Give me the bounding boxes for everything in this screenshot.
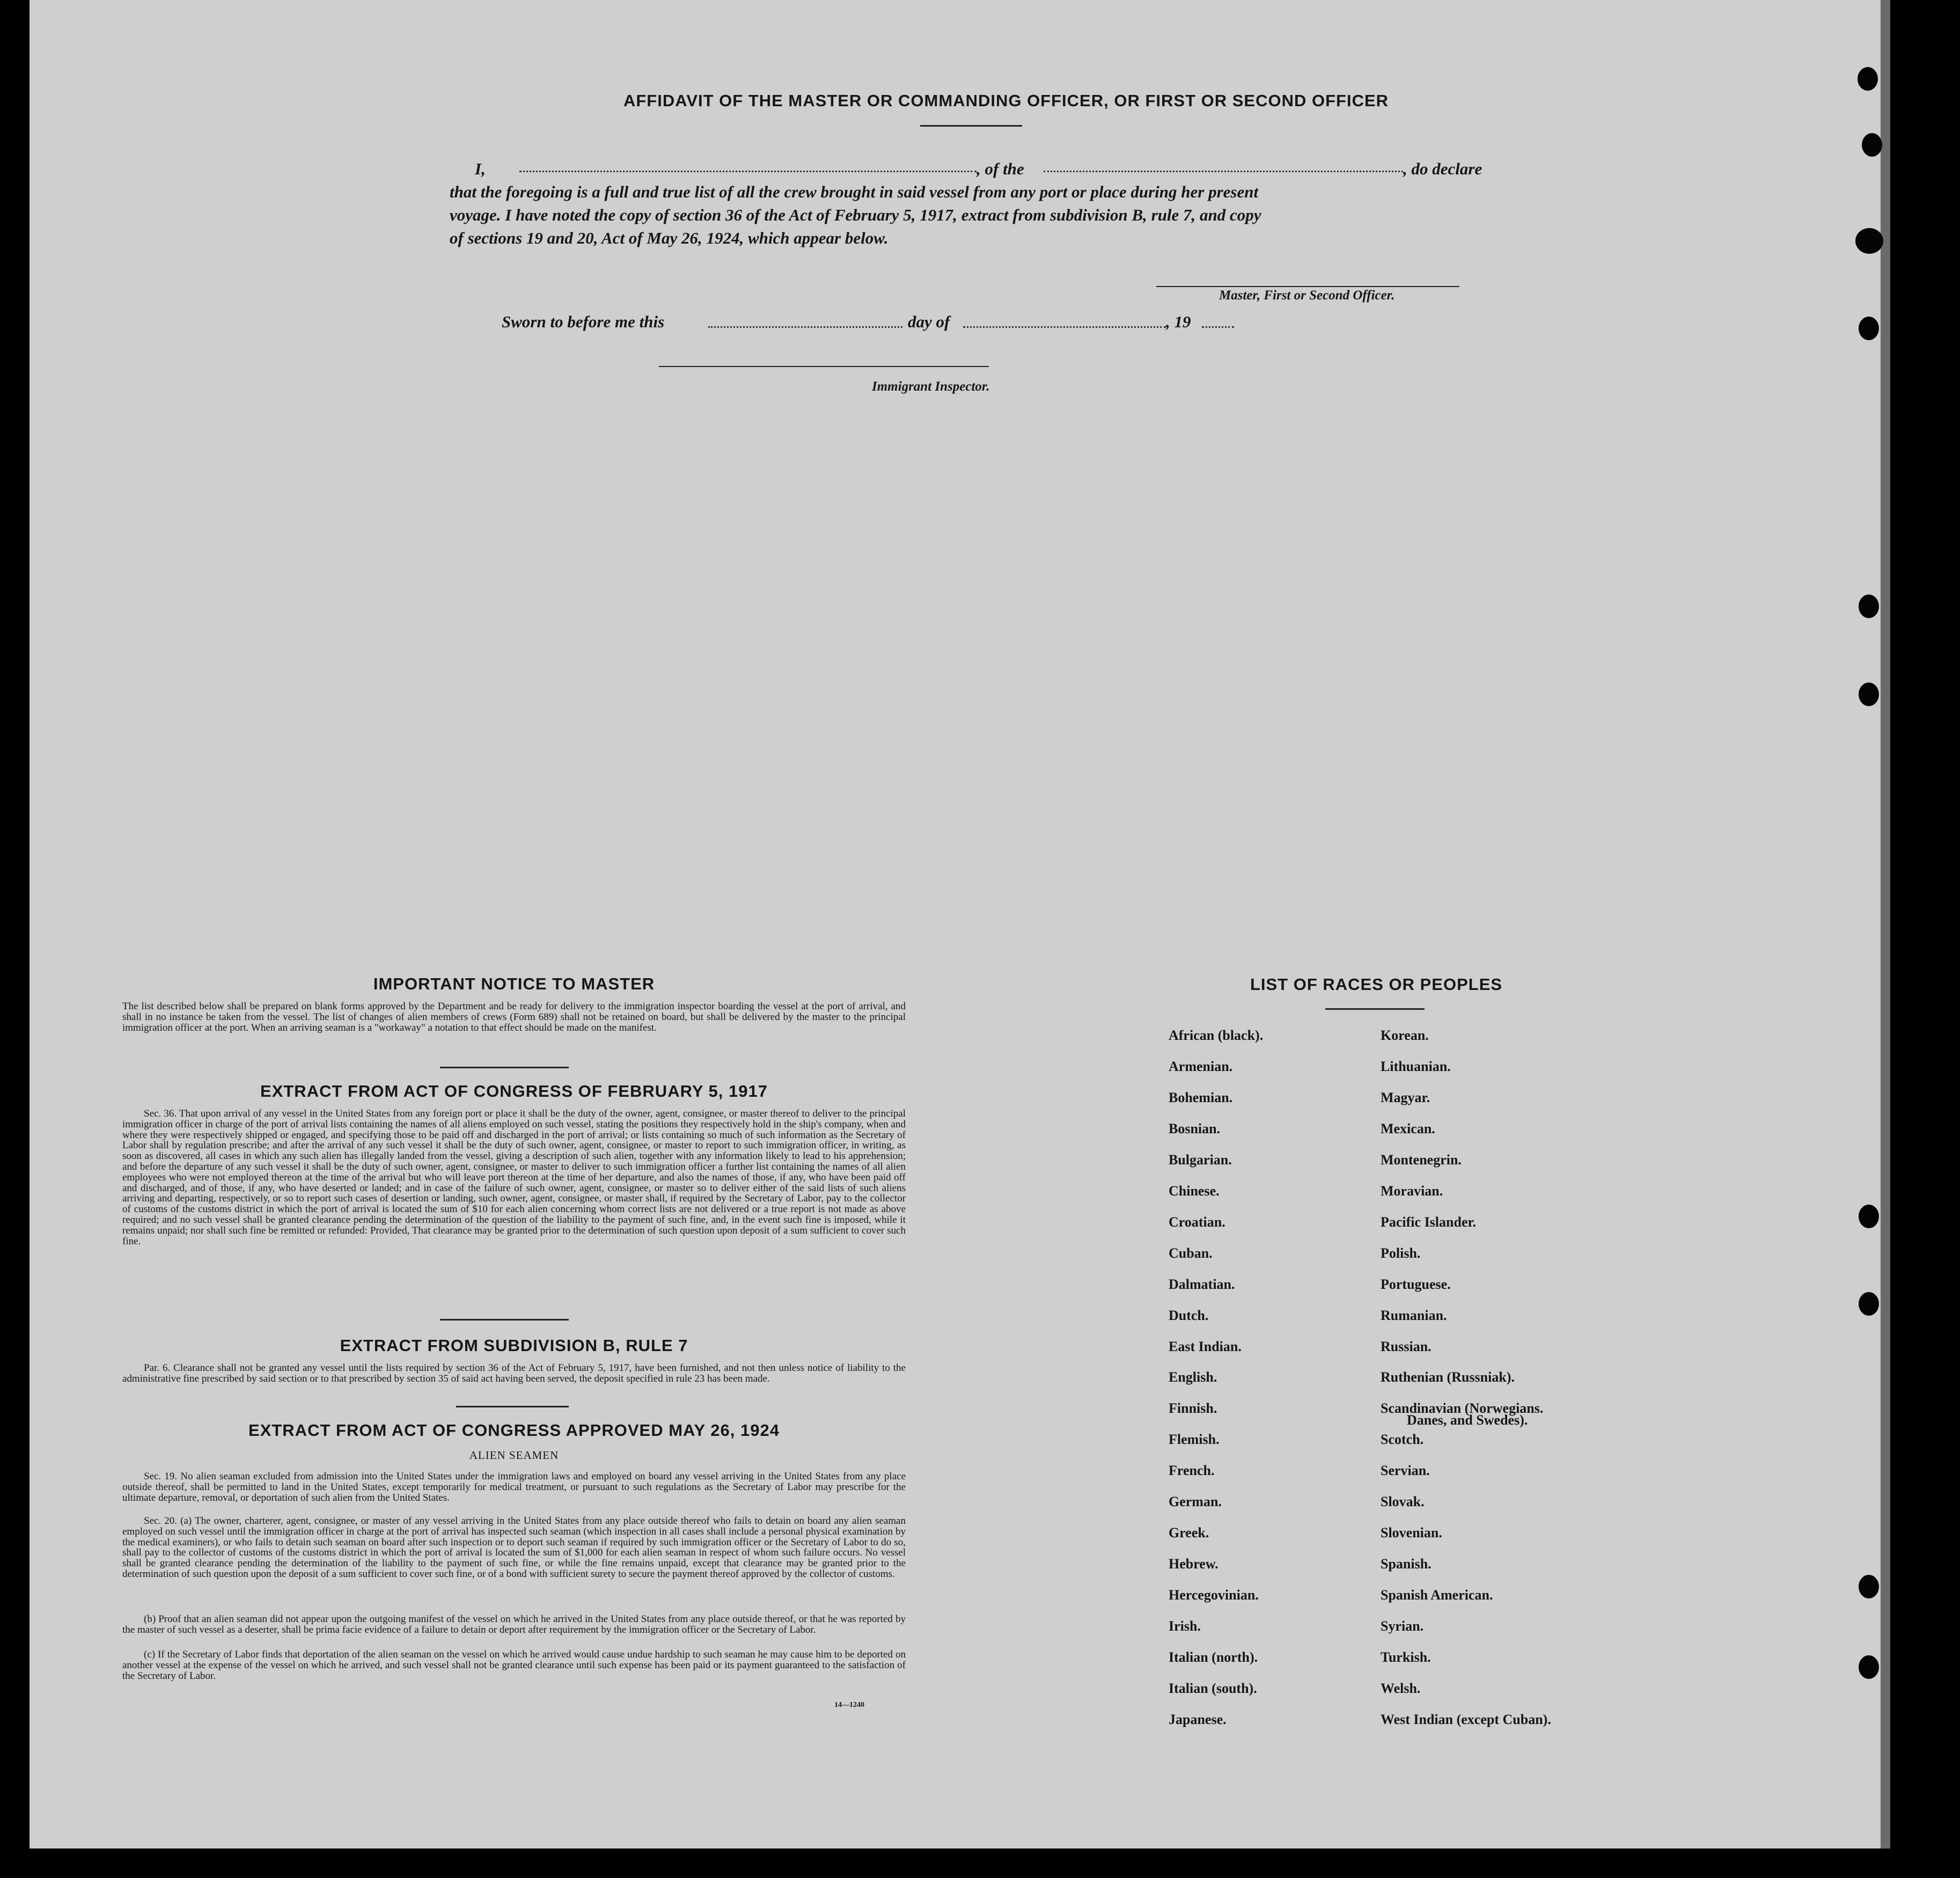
vessel-field[interactable] [1044, 171, 1403, 172]
punch-hole [1859, 683, 1879, 706]
sec20b-body: (b) Proof that an alien seaman did not appear upon the outgoing manifest of the vessel on which he arrived in the United States from any place outside thereof, or that he was reported by the master of such vessel as a deserter, shall be prima facie evidence of a failure to detain or deport after requirement by the immigration officer or the Secretary of Labor. [122, 1613, 906, 1635]
race-item: Bulgarian. [1169, 1152, 1232, 1168]
extract2-body: Par. 6. Clearance shall not be granted any vessel until the lists required by section 36 of the Act of February 5, 1917, have been furnished, and not then unless notice of liability to the administrative fine prescribed by said section or to that prescribed by section 35 of said act having been served, the deposit specified in rule 23 has been made. [122, 1362, 906, 1384]
sec19-body: Sec. 19. No alien seaman excluded from admission into the United States under the immigration laws and employed on board any vessel arriving in the United States from any place outside thereof, shall be permitted to land in the United States, except temporarily for medical treatment, or pursuant to such regulations as the Secretary of Labor may prescribe for the ultimate departure, removal, or deportation of such alien from the United States. [122, 1471, 906, 1503]
race-item: Greek. [1169, 1525, 1209, 1540]
name-field[interactable] [519, 171, 977, 172]
sworn-year-field[interactable] [1202, 326, 1234, 328]
race-item: Servian. [1381, 1463, 1430, 1478]
race-item: Chinese. [1169, 1183, 1220, 1199]
affidavit-i: I, [475, 159, 486, 178]
race-item: German. [1169, 1494, 1222, 1509]
race-item: Cuban. [1169, 1245, 1213, 1261]
divider [456, 1406, 569, 1407]
race-item: Bohemian. [1169, 1090, 1233, 1105]
notice-title: IMPORTANT NOTICE TO MASTER [373, 974, 655, 993]
notice-body: The list described below shall be prepared on blank forms approved by the Department and be ready for delivery to the immigration inspector boarding the vessel at the port of arrival, and shall in no instance be taken from the vessel. The list of changes of alien members of crews (Form 689) shall not be retained on board, but shall be delivered by the master to the principal immigration officer at the port. When an arriving seaman is a "workaway" a notation to that effect should be made on the manifest. [122, 1001, 906, 1033]
race-item: Polish. [1381, 1245, 1421, 1261]
punch-hole [1859, 1655, 1879, 1679]
race-item: Japanese. [1169, 1712, 1227, 1727]
punch-hole [1859, 595, 1879, 618]
race-item: Rumanian. [1381, 1308, 1447, 1323]
race-item: African (black). [1169, 1028, 1264, 1043]
extract3-title: EXTRACT FROM ACT OF CONGRESS APPROVED MAY 26, 1924 [248, 1421, 780, 1440]
race-item: Slovak. [1381, 1494, 1425, 1509]
race-item: East Indian. [1169, 1339, 1242, 1354]
race-item: English. [1169, 1369, 1217, 1385]
race-item: Magyar. [1381, 1090, 1430, 1105]
punch-hole [1859, 1292, 1879, 1316]
race-item: Italian (north). [1169, 1649, 1258, 1665]
sworn-day-field[interactable] [708, 326, 902, 328]
race-item: Russian. [1381, 1339, 1432, 1354]
affidavit-declare: , do declare [1403, 159, 1482, 178]
punch-hole [1855, 228, 1883, 254]
extract3-subtitle: ALIEN SEAMEN [469, 1449, 559, 1462]
races-title: LIST OF RACES OR PEOPLES [1250, 975, 1503, 994]
race-item: Scandinavian (Norwegians. [1381, 1400, 1544, 1416]
race-item: Croatian. [1169, 1214, 1225, 1230]
race-item: Bosnian. [1169, 1121, 1221, 1136]
race-item: Irish. [1169, 1618, 1201, 1634]
extract1-title: EXTRACT FROM ACT OF CONGRESS OF FEBRUARY 5, 1917 [260, 1082, 768, 1101]
affidavit-title: AFFIDAVIT OF THE MASTER OR COMMANDING OFFICER, OR FIRST OR SECOND OFFICER [623, 91, 1389, 110]
sec20a-body: Sec. 20. (a) The owner, charterer, agent, consignee, or master of any vessel arriving in the United States from any place outside thereof who fails to detain on board any alien seaman employed on such vessel until the immigration officer in charge at the port of arrival has inspected such seaman (which inspection in all cases shall include a personal physical examination by the medical examiners), or who fails to detain such seaman on board after such inspection or to deport such seaman if required by such immigration officer or the Secretary of Labor to do so, shall pay to the collector of customs of the customs district in which the port of arrival is located the sum of $1,000 for each alien seaman in respect of whom such failure occurs. No vessel shall be granted clearance pending the determination of the liability to the payment of such fine, or while the fine remains unpaid, except that clearance may be granted prior to the determination of such question upon the deposit of a sum sufficient to cover such fine, or of a bond with sufficient surety to secure the payment thereof approved by the collector of customs. [122, 1515, 906, 1580]
race-item: Syrian. [1381, 1618, 1424, 1634]
punch-hole [1862, 133, 1882, 157]
affidavit-line-2: that the foregoing is a full and true list of all the crew brought in said vessel from any port or place during her present [450, 182, 1259, 201]
race-item: Pacific Islander. [1381, 1214, 1477, 1230]
race-item: Portuguese. [1381, 1277, 1451, 1292]
races-divider [1325, 1008, 1425, 1010]
master-label: Master, First or Second Officer. [1219, 288, 1395, 303]
master-signature-line[interactable] [1156, 286, 1459, 287]
affidavit-line-3: voyage. I have noted the copy of section 36 of the Act of February 5, 1917, extract from subdivision B, rule 7, and copy [450, 206, 1261, 224]
sworn-month-field[interactable] [963, 326, 1166, 328]
race-item-continued: Danes, and Swedes). [1407, 1412, 1528, 1428]
race-item: Spanish American. [1381, 1587, 1493, 1603]
race-item: Turkish. [1381, 1649, 1431, 1665]
affidavit-line-4: of sections 19 and 20, Act of May 26, 1924, which appear below. [450, 229, 889, 247]
race-item: Hercegovinian. [1169, 1587, 1259, 1603]
title-divider [920, 125, 1022, 127]
race-item: Welsh. [1381, 1681, 1421, 1696]
race-item: Hebrew. [1169, 1556, 1218, 1572]
race-item: Flemish. [1169, 1432, 1220, 1447]
sec20c-body: (c) If the Secretary of Labor finds that deportation of the alien seaman on the vessel on which he arrived would cause undue hardship to such seaman he may cause him to be deported on another vessel at the expense of the vessel on which he arrived, and such vessel shall not be granted clearance until such expense has been paid or its payment guaranteed to the satisfaction of the Secretary of Labor. [122, 1649, 906, 1682]
extract2-title: EXTRACT FROM SUBDIVISION B, RULE 7 [340, 1336, 688, 1355]
punch-hole [1859, 1575, 1879, 1598]
race-item: Moravian. [1381, 1183, 1443, 1199]
punch-hole [1858, 67, 1878, 91]
sworn-label: Sworn to before me this [502, 312, 665, 331]
race-item: Montenegrin. [1381, 1152, 1462, 1168]
form-number: 14—1240 [834, 1701, 864, 1709]
year-label: , 19 [1166, 312, 1191, 331]
race-item: Italian (south). [1169, 1681, 1257, 1696]
race-item: Slovenian. [1381, 1525, 1442, 1540]
divider [440, 1319, 569, 1321]
race-item: Mexican. [1381, 1121, 1435, 1136]
race-item: West Indian (except Cuban). [1381, 1712, 1551, 1727]
race-item: Armenian. [1169, 1059, 1233, 1074]
extract1-body: Sec. 36. That upon arrival of any vessel in the United States from any foreign port or place it shall be the duty of the owner, agent, consignee, or master thereof to deliver to the principal immigration officer in charge of the port of arrival lists containing the names of all aliens employed on such vessel, stating the positions they respectively hold in the ship's company, when and where they were respectively shipped or engaged, and specifying those to be paid off and discharged in the port of arrival; or lists containing so much of such information as the Secretary of Labor shall by regulation prescribe; and after the arrival of any such vessel it shall be the duty of such owner, agent, consignee, or master to report to such immigration officer, in writing, as soon as discovered, all cases in which any such alien has illegally landed from the vessel, giving a description of such alien, together with any information likely to lead to his apprehension; and before the departure of any such vessel it shall be the duty of such owner, agent, consignee, or master to deliver to such immigration officer a further list containing the names of all alien employees who were not employed thereon at the time of the arrival but who will leave port thereon at the time of her departure, and also the names of those, if any, who have been paid off and discharged, and of those, if any, who have deserted or landed; and in case of the failure of such owner, agent, consignee, or master so to deliver either of the said lists of such aliens arriving and departing, respectively, or so to report such cases of desertion or landing, such owner, agent, consignee, or master shall, if required by the Secretary of Labor, pay to the collector of customs of the customs district in which the port of arrival is located the sum of $10 for each alien concerning whom correct lists are not delivered or a true report is not made as above required; and no such vessel shall be granted clearance pending the determination of the question of the liability to the payment of such fine, and, in the event such fine is imposed, while it remains unpaid; nor shall such fine be remitted or refunded: Provided, That clearance may be granted prior to the determination of such question upon deposit of a sum sufficient to cover such fine. [122, 1108, 906, 1247]
race-item: Scotch. [1381, 1432, 1424, 1447]
race-item: Lithuanian. [1381, 1059, 1451, 1074]
affidavit-of-the: , of the [977, 159, 1024, 178]
race-item: Dutch. [1169, 1308, 1209, 1323]
inspector-signature-line[interactable] [659, 366, 989, 367]
race-item: Dalmatian. [1169, 1277, 1235, 1292]
inspector-label: Immigrant Inspector. [872, 379, 990, 394]
race-item: Ruthenian (Russniak). [1381, 1369, 1515, 1385]
punch-hole [1859, 1205, 1879, 1228]
divider [440, 1067, 569, 1068]
race-item: Finnish. [1169, 1400, 1217, 1416]
day-of-label: day of [908, 312, 950, 331]
punch-hole [1859, 317, 1879, 340]
page-edge [1881, 0, 1890, 1848]
race-item: French. [1169, 1463, 1215, 1478]
race-item: Spanish. [1381, 1556, 1432, 1572]
race-item: Korean. [1381, 1028, 1429, 1043]
